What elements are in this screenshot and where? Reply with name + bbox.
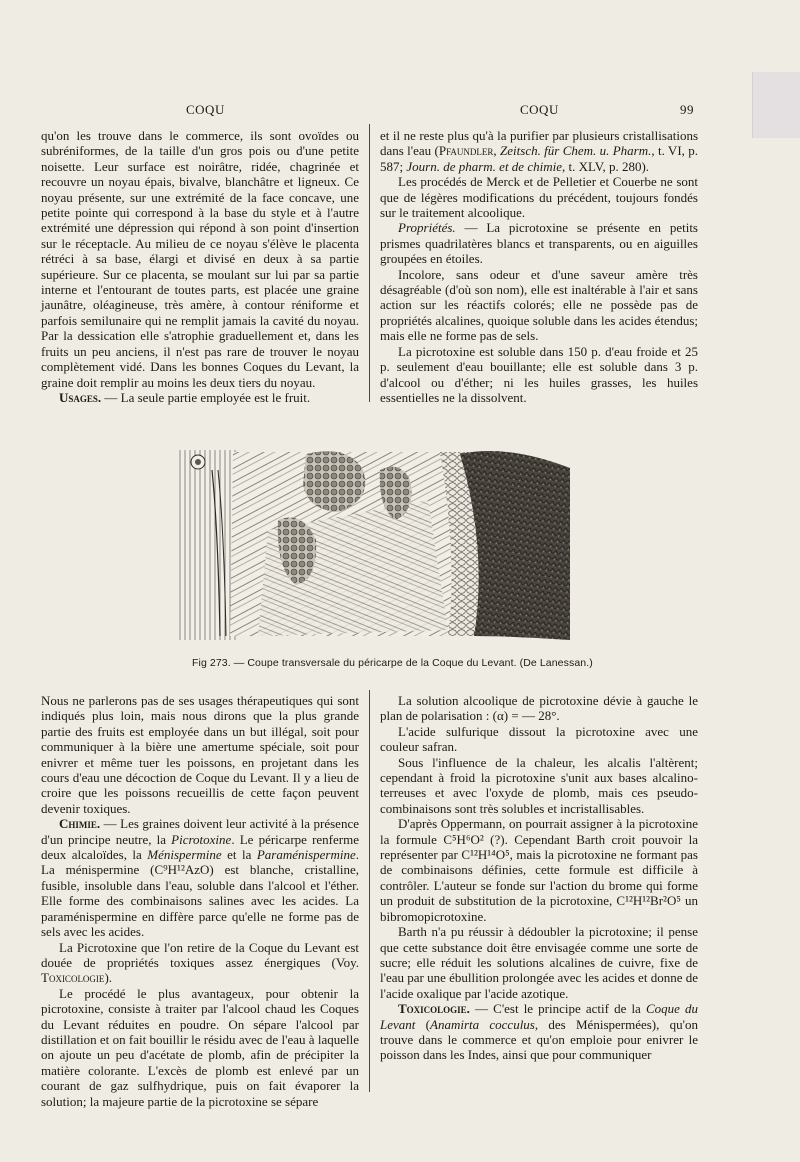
paragraph: Les procédés de Merck et de Pelletier et Couerbe ne sont que de légères modifications du précédent, toujours fondés sur le traitement alcoolique. [380,174,698,221]
section-heading-toxicologie: Toxicologie. [398,1001,470,1017]
epidermis-layer [178,450,236,640]
paragraph-toxicologie [380,1001,698,1063]
term-anamirta-cocculus: Anamirta cocculus [430,1016,535,1032]
running-head-left: COQU [186,102,225,117]
text-span: , des Ménispermées), qu'on trouve dans le commerce et qu'on emploie pour enivrer le poisson dans les Indes, ainsi que pour communiquer [380,1016,699,1063]
term-picrotoxine: Picrotoxine [171,831,232,847]
text-span: . La ménispermine (C⁹H¹²AzO) est blanche, cristalline, fusible, insoluble dans l'eau, soluble dans l'alcool et l'éther. Elle forme des combinaisons salines avec les acides. La paraménispermine en diffère parce qu'elle ne forme pas de sels avec les acides. [41,847,359,940]
author-name: Pfaundler [438,143,494,159]
running-head-right: COQU [520,102,559,117]
cross-reference: Toxicologie [41,970,105,986]
section-heading-proprietes: Propriétés. [398,220,456,236]
column-bottom-left [41,693,359,1109]
text-span: — La picrotoxine se présente en petits prismes quadrilatères blancs et transparents, ou en aiguilles groupées en étoiles. [380,220,698,267]
column-rule-bottom [369,690,370,1092]
journal-title: Zeitsch. für Chem. u. Pharm. [500,143,652,159]
column-top-left [41,128,359,405]
figure-caption: Fig 273. — Coupe transversale du péricarpe de la Coque du Levant. (De Lanessan.) [192,657,593,669]
section-heading-usages: Usages. [59,389,102,405]
section-heading-chimie: Chimie. [59,816,101,832]
paragraph: qu'on les trouve dans le commerce, ils sont ovoïdes ou subréniformes, de la taille d'un gros pois ou d'une petite noisette. Leur surface est noirâtre, ridée, chagrinée et recouvre un noyau épais, bivalve, blanchâtre et ligneux. Ce noyau présente, sur une extrémité de la face concave, une petite pointe qui correspond à la base du style et à l'autre extrémité une dépression qui répond à son point d'insertion sur le réceptacle. Au milieu de ce noyau s'élève le placenta rétréci à sa base, élargi et divisé en deux à sa partie supérieure. Sur ce placenta, se moulant sur lui par sa partie interne et l'entourant de toutes parts, est placée une graine jaunâtre, oléagineuse, très amère, à contour réniforme et parfois semilunaire qui ne remplit jamais la cavité du noyau. Par la dessication elle s'atrophie graduellement et, dans les fruits un peu anciens, il n'est pas rare de trouver le noyau complètement vidé. Dans les bonnes Coques du Levant, la graine doit remplir au moins les deux tiers du noyau. [41,128,359,390]
library-stamp [752,72,800,138]
paragraph-chimie [41,816,359,939]
paragraph: D'après Oppermann, on pourrait assigner à la picrotoxine la formule C⁵H⁶O² (?). Cependant Barth croit pouvoir la représenter par C¹²H¹⁴O⁵, mais la picrotoxine ne formant pas de combinaisons définies, cette formule est difficile à contrôler. L'auteur se fonde sur l'action du brome qui forme un produit de substitution de la picrotoxine, C¹²H¹²Br²O⁵ un bibromopicrotoxine. [380,816,698,924]
text-span: — Les graines doivent leur activité à la présence d'un principe neutre, la [41,816,359,847]
text-span: , [493,143,501,159]
column-top-right [380,128,698,405]
paragraph: Barth n'a pu réussir à dédoubler la picrotoxine; il pense que cette substance doit être envisagée comme une sorte de sucre; elle réduit les solutions alcalines de cuivre, fixe de l'eau par une ébullition prolongée avec les acides et donne de l'acide oxalique par l'acide azotique. [380,924,698,1001]
paragraph: Le procédé le plus avantageux, pour obtenir la picrotoxine, consiste à traiter par l'alcool chaud les Coques du Levant réduites en poudre. On sépare l'alcool par distillation et on fait bouillir le résidu avec de l'eau à laquelle on ajoute un peu d'acétate de plomb, afin de précipiter la matière colorante. L'excès de plomb est enlevé par un courant de gaz sulfhydrique, puis on fait évaporer la solution; la majeure partie de la picrotoxine se sépare [41,985,359,1109]
text-span: , t. VI, p. 587; [380,143,698,174]
text-span: — La seule partie employée est le fruit. [101,389,311,405]
paragraph: Incolore, sans odeur et d'une saveur amère très désagréable (d'où son nom), elle est inaltérable à l'air et sans action sur les réactifs colorés; elle ne possède pas de propriétés alcalines, quoique soluble dans les acides étendus; mais elle ne forme pas de sels. [380,266,698,344]
paragraph: Nous ne parlerons pas de ses usages thérapeutiques qui sont indiqués plus loin, mais nous dirons que la plus grande partie des fruits est employée dans un but illégal, soit pour communiquer à la bière une amertume spéciale, soit pour enivrer et même tuer les poissons, en projetant dans les cours d'eau une décoction de Coque du Levant. Il y a lieu de croire que les poissons recueillis de cette façon peuvent devenir toxiques. [41,693,359,816]
page-number: 99 [680,102,694,117]
text-span: La Picrotoxine que l'on retire de la Coque du Levant est douée de propriétés toxiques assez énergiques (Voy. [41,939,359,970]
text-span: et la [221,847,257,863]
pericarp-cross-section-figure [178,440,578,648]
paragraph [41,940,359,986]
text-span: — C'est le principe actif de la [469,1001,646,1017]
paragraph: L'acide sulfurique dissout la picrotoxine avec une couleur safran. [380,723,698,755]
column-bottom-right [380,693,698,1063]
paragraph-proprietes [380,220,698,266]
paragraph-usages [41,390,359,405]
term-menispermine: Ménispermine [147,847,222,863]
paragraph: La picrotoxine est soluble dans 150 p. d'eau froide et 25 p. seulement d'eau bouillante; elle est soluble dans 3 p. d'alcool ou d'éther; ni les huiles grasses, les huiles essentielles ne la dissolvent. [380,343,698,405]
paragraph: La solution alcoolique de picrotoxine dévie à gauche le plan de polarisation : (α) = — 28°. [380,693,698,724]
column-rule-top [369,124,370,402]
term-paramenispermine: Paraménispermine [256,847,356,863]
paragraph: Sous l'influence de la chaleur, les alcalis l'altèrent; cependant à froid la picrotoxine s'unit aux bases alcalino-terreuses et avec l'oxyde de plomb, mais ces pseudo-combinaisons sont très solubles et incristallisables. [380,754,698,816]
paragraph [380,128,698,174]
text-span: , t. XLV, p. 280). [561,158,650,174]
term-coque-du-levant: Coque du Levant [380,1001,698,1032]
text-span: . Le péricarpe renferme deux alcaloïdes, la [41,831,359,863]
journal-title: Journ. de pharm. et de chimie [406,158,562,174]
text-span: ). [104,970,113,986]
text-span: ( [415,1016,430,1032]
text-span: et il ne reste plus qu'à la purifier par plusieurs cristallisations dans l'eau ( [380,128,698,159]
